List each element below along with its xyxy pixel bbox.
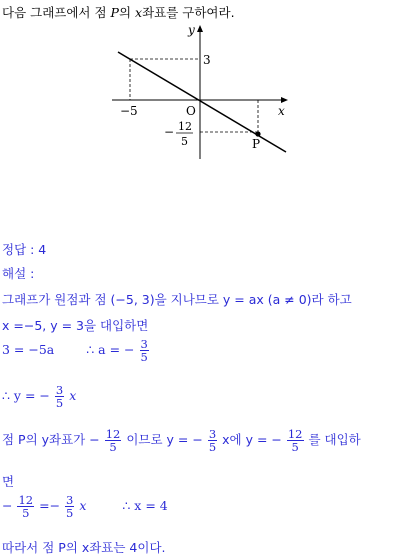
axis-label-x: x	[278, 104, 285, 118]
graph-line	[118, 52, 286, 152]
axis-label-y: y	[188, 23, 195, 37]
fraction	[105, 428, 122, 453]
text: 이므로 y = −	[126, 432, 203, 448]
solution-line-1: 그래프가 원점과 점 (−5, 3)을 지나므로 y = ax (a ≠ 0)라 하고	[2, 292, 352, 307]
solution-line-8: 따라서 점 P의 x좌표는 4이다.	[2, 540, 166, 555]
fraction	[65, 494, 74, 519]
solution-line-3	[2, 338, 150, 363]
denominator: 5	[208, 440, 217, 455]
origin-label: O	[186, 104, 196, 118]
numerator: 12	[18, 493, 34, 507]
denominator: 5	[109, 440, 117, 455]
equation: ∴ x = 4	[122, 498, 168, 514]
fraction	[208, 428, 217, 453]
solution-line-2: x =−5, y = 3을 대입하면	[2, 318, 149, 333]
question-var-x: x	[135, 5, 143, 20]
fraction	[55, 384, 64, 409]
equation: x	[69, 388, 77, 404]
text: 를 대입하	[308, 432, 361, 448]
numerator: 12	[287, 427, 303, 441]
equation: 3 = −5a	[2, 342, 55, 358]
equation: x	[79, 498, 87, 514]
numerator: 12	[105, 427, 121, 441]
question-text	[2, 3, 235, 21]
tick-label-yP-num: 12	[178, 120, 192, 133]
numerator: 3	[66, 493, 74, 507]
text: 점 P의 y좌표가 −	[2, 432, 100, 448]
coordinate-graph	[110, 22, 295, 162]
equation: −	[2, 498, 13, 514]
numerator: 3	[208, 427, 217, 441]
tick-label-x-5: −5	[120, 104, 138, 118]
fraction	[17, 494, 34, 519]
fraction	[140, 338, 149, 363]
equation: ∴ a = −	[86, 342, 135, 358]
fraction	[287, 428, 304, 453]
explain-label: 해설 :	[2, 266, 35, 281]
solution-line-5	[2, 428, 361, 453]
question-part: 의	[118, 5, 136, 20]
denominator: 5	[66, 506, 74, 521]
equation: =−	[39, 498, 61, 514]
denominator: 5	[140, 350, 148, 365]
denominator: 5	[22, 506, 30, 521]
question-part: 좌표를 구하여라.	[142, 5, 235, 20]
question-part: 다음 그래프에서 점	[2, 5, 111, 20]
solution-line-4	[2, 384, 76, 409]
solution-line-6: 면	[2, 474, 15, 489]
equation: ∴ y = −	[2, 388, 50, 404]
numerator: 3	[140, 337, 148, 351]
answer-label: 정답 : 4	[2, 242, 47, 257]
text: x에 y = −	[222, 432, 282, 448]
x-axis-arrow	[281, 97, 288, 103]
solution-line-7	[2, 494, 168, 519]
denominator: 5	[291, 440, 299, 455]
denominator: 5	[55, 396, 64, 411]
tick-label-yP-den: 5	[181, 135, 188, 148]
numerator: 3	[55, 383, 64, 397]
question-var-p: P	[110, 5, 119, 20]
tick-label-yP-sign: −	[164, 125, 175, 139]
tick-label-y3: 3	[203, 53, 211, 67]
point-p	[255, 131, 260, 136]
y-axis-arrow	[197, 25, 203, 32]
point-p-label: P	[252, 137, 261, 151]
